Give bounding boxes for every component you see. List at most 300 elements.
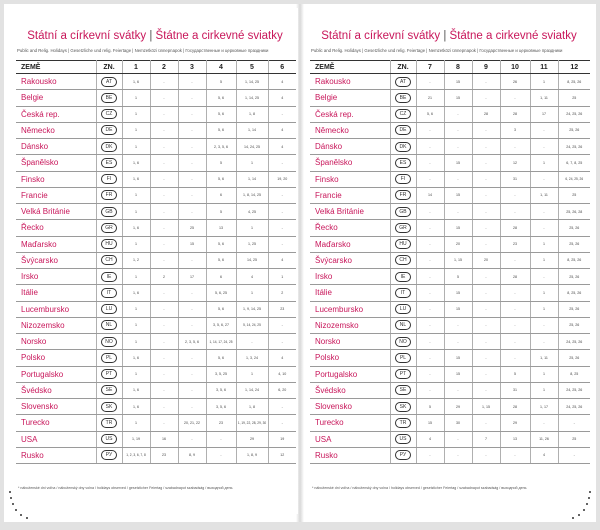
dotted-corner-decoration-right [568,490,592,520]
holiday-dates-cell: 17 [178,269,206,285]
holiday-dates-cell: 1, 14, 25 [236,74,268,90]
holiday-dates-cell: 1, 6 [122,220,150,236]
table-row [16,252,296,268]
country-name: Švýcarsko [310,252,390,268]
holiday-dates-cell: - [178,350,206,366]
holiday-dates-cell: - [472,334,500,350]
holiday-dates-cell: - [268,399,296,415]
holiday-dates-cell: - [150,301,178,317]
country-code-cell [96,431,122,447]
country-code-badge: LU [395,304,411,314]
holiday-dates-cell: - [150,317,178,333]
country-code-badge: BE [101,93,117,103]
holiday-dates-cell: 1 [236,220,268,236]
country-code-cell [96,301,122,317]
holiday-dates-cell: 23 [268,301,296,317]
holiday-dates-cell: - [472,204,500,220]
country-name: Švédsko [310,382,390,398]
holiday-dates-cell: 5 [206,204,236,220]
country-name: Belgie [16,90,96,106]
country-code-badge: PT [101,369,117,379]
holiday-dates-cell: 1 [122,90,150,106]
table-row [16,317,296,333]
holiday-dates-cell: - [472,317,500,333]
country-name: Portugalsko [310,366,390,382]
holiday-dates-cell: - [178,171,206,187]
country-code-cell [390,447,416,463]
holiday-dates-cell: 13 [206,220,236,236]
country-code-badge: SE [101,385,117,395]
country-code-cell [96,252,122,268]
country-name: Česká rep. [16,106,96,122]
country-name: USA [16,431,96,447]
holiday-dates-cell: 4 [268,74,296,90]
holiday-dates-cell: 21 [416,90,444,106]
holiday-dates-cell: 1 [530,74,558,90]
holiday-dates-cell: - [500,252,530,268]
holiday-dates-cell: 1 [122,269,150,285]
holiday-dates-cell: 19, 20 [268,171,296,187]
country-name: Norsko [16,334,96,350]
footnote: * náboženské dni voľna / náboženský dny volna / holidays observed / gesetzlicher Feiertag / szabadnapot szabadság / выходной день [312,486,527,490]
holiday-dates-cell: 4 [416,431,444,447]
table-row [16,74,296,90]
holiday-dates-cell: - [444,122,472,138]
country-code-cell [390,139,416,155]
table-row [16,139,296,155]
holiday-dates-cell: 1, 15 [472,399,500,415]
country-name: Finsko [310,171,390,187]
holiday-dates-cell: - [500,301,530,317]
holiday-dates-cell: 8, 25, 26 [558,252,590,268]
country-code-badge: GB [395,207,411,217]
holidays-table-left [16,60,296,464]
country-code-badge: NO [395,337,411,347]
column-header-month: 2 [150,61,178,74]
left-page [12,8,298,514]
country-name: Irsko [310,269,390,285]
holiday-dates-cell: 5 [206,155,236,171]
country-code-badge: GR [101,223,117,233]
country-code-badge: SE [395,385,411,395]
holiday-dates-cell: - [416,236,444,252]
holiday-dates-cell: 5, 6 [206,301,236,317]
holiday-dates-cell: 5, 6 [206,236,236,252]
holiday-dates-cell: 4 [236,269,268,285]
table-row [16,447,296,463]
holiday-dates-cell: - [178,155,206,171]
holiday-dates-cell: - [416,139,444,155]
country-code-cell [96,447,122,463]
holiday-dates-cell: - [472,220,500,236]
holiday-dates-cell: 5, 6, 25 [206,285,236,301]
country-code-badge: FR [101,190,117,200]
country-code-cell [390,236,416,252]
country-code-cell [390,415,416,431]
holiday-dates-cell: 20, 21, 22 [178,415,206,431]
title-slovak: Štátne a cirkevné sviatky [155,30,283,42]
page-subtitle: Public and Relig. Holidays | Gesetzliche und relig. Feiertage | Nemzetközi ünnepnapok | Государственные и церковные праздники [17,48,269,53]
holiday-dates-cell: - [268,155,296,171]
country-name: Nizozemsko [16,317,96,333]
holiday-dates-cell: 15 [444,350,472,366]
country-code-cell [96,236,122,252]
holiday-dates-cell: 29 [444,399,472,415]
country-name: Španělsko [310,155,390,171]
table-row [310,382,590,398]
country-code-cell [96,366,122,382]
holiday-dates-cell: 12 [500,155,530,171]
holiday-dates-cell: - [416,285,444,301]
holiday-dates-cell: 1, 6 [122,399,150,415]
holiday-dates-cell: - [472,187,500,203]
holiday-dates-cell: - [558,415,590,431]
country-code-cell [96,220,122,236]
holiday-dates-cell: 5, 6 [206,350,236,366]
table-row [310,317,590,333]
country-code-cell [96,350,122,366]
column-header-code: ZN. [390,61,416,74]
table-header-row [310,61,590,74]
holiday-dates-cell: - [472,90,500,106]
country-code-badge: ES [395,158,411,168]
column-header-month: 6 [268,61,296,74]
table-row [310,90,590,106]
holiday-dates-cell: 25 [558,187,590,203]
country-code-cell [390,220,416,236]
country-name: Německo [310,122,390,138]
country-code-badge: CH [395,255,411,265]
holiday-dates-cell: - [444,334,472,350]
holiday-dates-cell: - [472,269,500,285]
holiday-dates-cell: 25, 26 [558,220,590,236]
holiday-dates-cell: - [472,366,500,382]
country-code-cell [96,334,122,350]
country-code-cell [96,155,122,171]
country-code-cell [390,90,416,106]
holiday-dates-cell: - [416,334,444,350]
holiday-dates-cell: 6, 20 [268,382,296,398]
table-row [310,236,590,252]
holiday-dates-cell: 5, 6 [206,252,236,268]
country-code-badge: US [101,434,117,444]
holiday-dates-cell: 23 [206,415,236,431]
table-row [310,220,590,236]
holiday-dates-cell: 29 [500,415,530,431]
holiday-dates-cell: - [178,285,206,301]
country-code-badge: IE [101,272,117,282]
holiday-dates-cell: - [150,220,178,236]
holiday-dates-cell: 2 [150,269,178,285]
holiday-dates-cell: - [558,447,590,463]
country-name: Maďarsko [16,236,96,252]
holiday-dates-cell: 1, 19 [122,431,150,447]
holiday-dates-cell: 12 [268,447,296,463]
holiday-dates-cell: 1 [122,106,150,122]
table-row [16,399,296,415]
holiday-dates-cell: - [150,106,178,122]
country-code-cell [96,171,122,187]
holiday-dates-cell: 15 [416,415,444,431]
country-code-cell [390,431,416,447]
country-code-badge: CH [101,255,117,265]
holiday-dates-cell: 11, 26 [530,431,558,447]
holiday-dates-cell: 1 [530,155,558,171]
table-row [16,415,296,431]
holiday-dates-cell: - [150,382,178,398]
country-code-badge: PT [395,369,411,379]
holiday-dates-cell: - [530,204,558,220]
holiday-dates-cell: - [150,252,178,268]
holiday-dates-cell: - [444,171,472,187]
country-code-badge: РУ [101,450,117,460]
country-name: Rusko [16,447,96,463]
country-code-cell [390,187,416,203]
holiday-dates-cell: - [472,285,500,301]
table-row [310,269,590,285]
holiday-dates-cell: 1 [530,252,558,268]
holiday-dates-cell: - [150,350,178,366]
holiday-dates-cell: 1, 6 [122,350,150,366]
table-row [16,187,296,203]
holiday-dates-cell: - [178,382,206,398]
holiday-dates-cell: 16 [150,431,178,447]
holiday-dates-cell: 7 [472,431,500,447]
table-row [16,285,296,301]
country-code-cell [390,350,416,366]
country-name: Dánsko [310,139,390,155]
country-code-badge: AT [395,77,411,87]
holiday-dates-cell: 28 [472,106,500,122]
country-code-badge: HU [101,239,117,249]
country-code-badge: РУ [395,450,411,460]
country-name: Velká Británie [310,204,390,220]
country-code-cell [96,90,122,106]
holiday-dates-cell: - [268,204,296,220]
table-row [310,204,590,220]
holiday-dates-cell: 1, 14, 25 [236,90,268,106]
country-code-badge: GR [395,223,411,233]
table-row [310,139,590,155]
holiday-dates-cell: 6 [206,187,236,203]
holiday-dates-cell: - [150,415,178,431]
holiday-dates-cell: - [268,220,296,236]
country-name: Itálie [310,285,390,301]
table-row [310,106,590,122]
holiday-dates-cell: 3 [500,122,530,138]
holiday-dates-cell: 25, 26 [558,236,590,252]
holiday-dates-cell: 1, 14, 24 [236,382,268,398]
holiday-dates-cell: 8, 25, 26 [558,74,590,90]
title-separator: | [443,30,447,42]
country-name: Nizozemsko [310,317,390,333]
holiday-dates-cell: - [444,204,472,220]
holiday-dates-cell: 28 [500,269,530,285]
holiday-dates-cell: 6, 24, 25, 26 [558,171,590,187]
holiday-dates-cell: 15 [444,285,472,301]
country-code-cell [96,382,122,398]
holiday-dates-cell: - [178,317,206,333]
holiday-dates-cell: - [150,366,178,382]
holiday-dates-cell: 15 [444,90,472,106]
holiday-dates-cell: - [150,74,178,90]
country-name: Švýcarsko [16,252,96,268]
holiday-dates-cell: 8, 9 [178,447,206,463]
holiday-dates-cell: - [416,269,444,285]
holiday-dates-cell: - [530,334,558,350]
holiday-dates-cell: 25, 26, 28 [558,204,590,220]
table-row [310,447,590,463]
table-row [310,74,590,90]
holiday-dates-cell: 24, 25, 26 [558,382,590,398]
country-name: Finsko [16,171,96,187]
holiday-dates-cell: 4, 10 [268,366,296,382]
holiday-dates-cell: 1, 11 [530,187,558,203]
holiday-dates-cell: 1 [122,334,150,350]
country-code-cell [96,122,122,138]
country-name: Francie [310,187,390,203]
table-row [16,350,296,366]
holiday-dates-cell: - [444,447,472,463]
country-name: Norsko [310,334,390,350]
holiday-dates-cell: - [500,187,530,203]
holiday-dates-cell: 28 [500,220,530,236]
holiday-dates-cell: 1, 11 [530,90,558,106]
holiday-dates-cell: 15 [444,366,472,382]
page-subtitle: Public and Relig. Holidays | Gesetzliche und relig. Feiertage | Nemzetközi ünnepnapok | Государственные и церковные праздники [311,48,563,53]
holiday-dates-cell: 1, 6 [122,382,150,398]
holiday-dates-cell: - [416,366,444,382]
holiday-dates-cell: - [416,74,444,90]
holiday-dates-cell: 6, 7, 8, 25 [558,155,590,171]
holiday-dates-cell: 5, 14, 24, 25 [236,317,268,333]
holiday-dates-cell: - [500,90,530,106]
country-code-cell [96,415,122,431]
holiday-dates-cell: 1 [122,366,150,382]
holiday-dates-cell: 29 [236,431,268,447]
country-code-badge: TR [395,418,411,428]
holiday-dates-cell: 25 [558,90,590,106]
holiday-dates-cell: - [472,447,500,463]
holiday-dates-cell: 5, 6 [416,106,444,122]
table-row [310,171,590,187]
country-name: Řecko [310,220,390,236]
table-row [310,334,590,350]
holiday-dates-cell: - [416,301,444,317]
table-row [310,415,590,431]
holiday-dates-cell: 1, 17 [530,399,558,415]
column-header-country: ZEMĚ [310,61,390,74]
country-code-badge: IT [395,288,411,298]
holiday-dates-cell: - [472,139,500,155]
holiday-dates-cell: 1 [530,301,558,317]
country-name: Česká rep. [310,106,390,122]
country-code-badge: NL [395,320,411,330]
holiday-dates-cell: - [268,187,296,203]
holiday-dates-cell: 1, 6 [122,74,150,90]
holiday-dates-cell: 14, 25 [236,252,268,268]
holiday-dates-cell: - [472,236,500,252]
page-title [306,30,592,42]
holiday-dates-cell: 28 [500,399,530,415]
table-row [16,269,296,285]
country-name: Irsko [16,269,96,285]
holiday-dates-cell: - [500,285,530,301]
holiday-dates-cell: 5, 6 [206,122,236,138]
holiday-dates-cell: - [530,139,558,155]
holiday-dates-cell: 23 [150,447,178,463]
holiday-dates-cell: 1 [122,301,150,317]
holidays-table-right [310,60,590,464]
country-code-cell [390,122,416,138]
holiday-dates-cell: - [500,139,530,155]
holiday-dates-cell: 5, 6 [206,171,236,187]
country-name: Slovensko [310,399,390,415]
holiday-dates-cell: 15 [444,74,472,90]
holiday-dates-cell: 24, 25, 26 [558,334,590,350]
column-header-month: 11 [530,61,558,74]
table-row [16,90,296,106]
country-code-badge: DK [101,142,117,152]
column-header-country: ZEMĚ [16,61,96,74]
title-czech: Státní a církevní svátky [321,30,441,42]
country-code-badge: IT [101,288,117,298]
page-title [12,30,298,42]
table-row [310,155,590,171]
table-row [16,171,296,187]
holiday-dates-cell: 1 [530,366,558,382]
holiday-dates-cell: - [530,171,558,187]
title-slovak: Štátne a cirkevné sviatky [449,30,577,42]
country-name: Portugalsko [16,366,96,382]
country-code-cell [390,382,416,398]
holiday-dates-cell: 2, 3, 5, 6 [206,139,236,155]
table-row [16,204,296,220]
holiday-dates-cell: 30 [444,415,472,431]
country-code-cell [390,74,416,90]
holiday-dates-cell: 1 [122,139,150,155]
country-name: Polsko [310,350,390,366]
holiday-dates-cell: 1 [122,236,150,252]
country-name: Rakousko [310,74,390,90]
country-name: Rusko [310,447,390,463]
holiday-dates-cell: - [178,187,206,203]
holiday-dates-cell: 4 [268,252,296,268]
holiday-dates-cell: - [178,252,206,268]
holiday-dates-cell: 1, 6 [122,285,150,301]
table-row [16,155,296,171]
holiday-dates-cell: 4, 25 [236,204,268,220]
holiday-dates-cell: 1 [236,366,268,382]
column-header-month: 12 [558,61,590,74]
country-code-cell [390,171,416,187]
country-code-cell [96,187,122,203]
table-row [310,350,590,366]
country-code-badge: SK [101,402,117,412]
country-code-badge: DE [395,125,411,135]
holiday-dates-cell: - [416,171,444,187]
holiday-dates-cell: - [416,155,444,171]
table-row [310,187,590,203]
country-name: Polsko [16,350,96,366]
holiday-dates-cell: 25, 26 [558,350,590,366]
country-code-badge: US [395,434,411,444]
holiday-dates-cell: - [530,122,558,138]
holiday-dates-cell: 31 [500,171,530,187]
holiday-dates-cell: - [416,382,444,398]
country-code-cell [390,155,416,171]
holiday-dates-cell: 24, 25, 26 [558,399,590,415]
